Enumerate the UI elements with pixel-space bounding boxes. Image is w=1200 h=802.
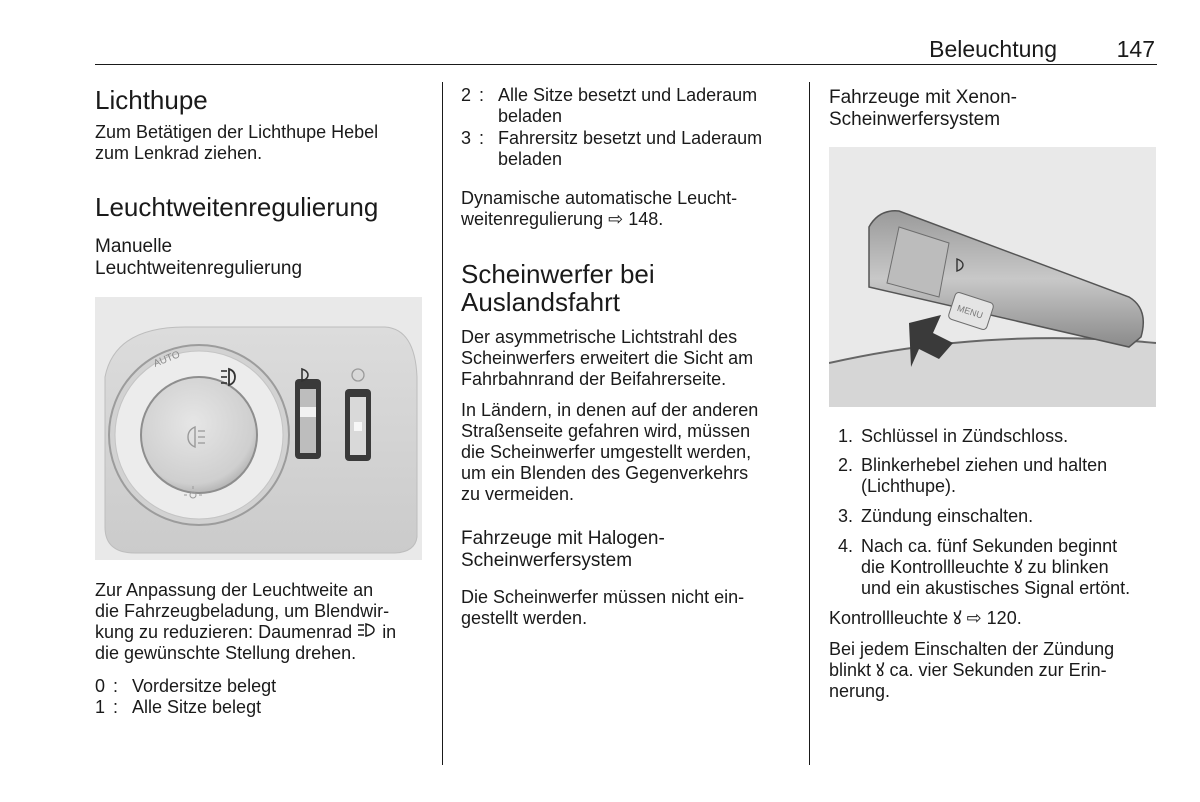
column-1-lower bbox=[95, 580, 430, 717]
light-switch-figure bbox=[95, 297, 422, 560]
paragraph-ausland-1: Der asymmetrische Lichtstrahl des Scheinwerfers erweitert die Sicht am Fahrbahnrand der Beifahrerseite. bbox=[461, 327, 754, 389]
turn-signal-lever-figure bbox=[829, 147, 1156, 407]
paragraph-dynamisch: Dynamische automatische Leucht- weitenregulierung ⇨ 148. bbox=[461, 188, 738, 229]
heading-scheinwerfer-auslandsfahrt: Scheinwerfer bei Auslandsfahrt bbox=[461, 259, 655, 317]
page-header bbox=[95, 34, 1157, 65]
headlight-range-thumbwheel bbox=[295, 369, 321, 459]
column-divider bbox=[442, 82, 443, 765]
step-item: 3. Zündung einschalten. bbox=[838, 506, 1034, 526]
page-reference-arrow-icon: ⇨ bbox=[966, 608, 982, 628]
paragraph-halogen: Die Scheinwerfer müssen nicht ein- gestellt werden. bbox=[461, 587, 745, 628]
heading-xenon: Fahrzeuge mit Xenon- Scheinwerfersystem bbox=[829, 87, 1017, 130]
page-reference-link[interactable]: 120. bbox=[986, 608, 1022, 628]
headlight-range-icon bbox=[357, 622, 377, 642]
column-3-lower bbox=[829, 608, 1159, 702]
auto-label: AUTO bbox=[152, 349, 182, 370]
setting-item: 1 : Alle Sitze belegt bbox=[95, 697, 262, 717]
paragraph-anpassung: Zur Anpassung der Leuchtweite an die Fahrzeugbeladung, um Blendwir- kung zu reduzieren: Daumenrad in die gewünschte Stellung drehen. bbox=[95, 580, 397, 663]
setting-item: 2 : Alle Sitze besetzt und Laderaum beladen bbox=[461, 85, 758, 126]
page-reference-link[interactable]: 148. bbox=[628, 209, 664, 229]
paragraph-lichthupe: Zum Betätigen der Lichthupe Hebel zum Lenkrad ziehen. bbox=[95, 122, 379, 163]
light-switch-illustration bbox=[95, 297, 422, 560]
turn-signal-lever-illustration bbox=[829, 147, 1156, 407]
column-divider bbox=[809, 82, 810, 765]
setting-item: 3 : Fahrersitz besetzt und Laderaum beladen bbox=[461, 128, 763, 169]
step-item: 4. Nach ca. fünf Sekunden beginnt die Kontrollleuchte ꙋ zu blinken und ein akustisches Signal ertönt. bbox=[838, 536, 1131, 598]
paragraph-ausland-2: In Ländern, in denen auf der anderen Straßenseite gefahren wird, müssen die Scheinwerfer umgestellt werden, um ein Blenden des Gegenverkehrs zu vermeiden. bbox=[461, 400, 759, 504]
heading-manuelle-leuchtweitenregulierung: Manuelle Leuchtweitenregulierung bbox=[95, 236, 303, 279]
step-item: 2. Blinkerhebel ziehen und halten (Lichthupe). bbox=[838, 455, 1108, 496]
tire-pressure-warning-icon: ꙋ bbox=[953, 608, 962, 628]
section-title: Beleuchtung bbox=[929, 36, 1057, 62]
heading-halogen: Fahrzeuge mit Halogen- Scheinwerfersystem bbox=[461, 528, 665, 571]
step-item: 1. Schlüssel in Zündschloss. bbox=[838, 426, 1069, 446]
paragraph-kontrollleuchte: Kontrollleuchte ꙋ ⇨ 120. bbox=[829, 608, 1022, 628]
page-number: 147 bbox=[1116, 36, 1155, 62]
paragraph-einschalten: Bei jedem Einschalten der Zündung blinkt ꙋ ca. vier Sekunden zur Erin- nerung. bbox=[829, 639, 1115, 701]
page-reference-arrow-icon: ⇨ bbox=[608, 209, 624, 229]
setting-item: 0 : Vordersitze belegt bbox=[95, 676, 277, 696]
heading-lichthupe: Lichthupe bbox=[95, 85, 208, 115]
tire-pressure-warning-icon: ꙋ bbox=[1014, 557, 1023, 577]
tire-pressure-warning-icon: ꙋ bbox=[876, 660, 885, 680]
menu-button-label: MENU bbox=[955, 302, 985, 321]
heading-leuchtweitenregulierung: Leuchtweitenregulierung bbox=[95, 192, 379, 222]
